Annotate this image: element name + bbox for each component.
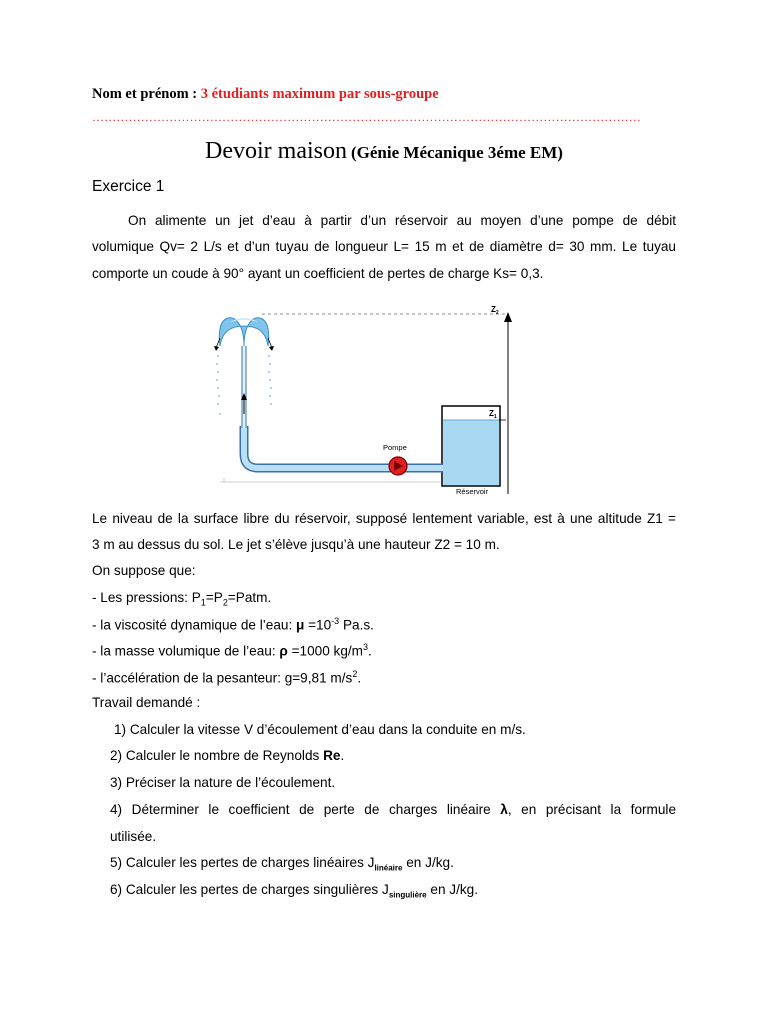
question-3: 3) Préciser la nature de l’écoulement.	[110, 775, 336, 790]
left-droplets	[216, 355, 221, 415]
pipe-water	[244, 426, 443, 468]
z2-label: $Z_2$	[491, 305, 499, 316]
title-sub: (Génie Mécanique 3éme EM)	[351, 143, 563, 162]
splash-left-arrow-icon	[214, 346, 219, 351]
assumption-viscosity: - la viscosité dynamique de l’eau: $\mu =10^{-3}$ Pa.s.	[92, 616, 374, 633]
group-note: 3 étudiants maximum par sous-groupe	[200, 86, 439, 102]
page-title	[0, 138, 768, 165]
assumption-density: - la masse volumique de l’eau: ρ =1000 $kg/m^3$.	[92, 642, 372, 659]
intro-line-1: On alimente un jet d’eau à partir d’un réservoir au moyen d’une pompe de débit	[128, 213, 676, 228]
question-5: 5) Calculer les pertes de charges linéaires $J_{linéaire}$ en J/kg.	[110, 855, 454, 873]
level-line-2: 3 m au dessus du sol. Le jet s’élève jusqu’à une hauteur Z2 = 10 m.	[92, 537, 500, 552]
title-main: Devoir maison	[205, 138, 347, 164]
name-label: Nom et prénom :	[92, 86, 198, 102]
z1-label: $Z_1$	[489, 409, 497, 420]
splash-right-arrow-icon	[269, 346, 274, 351]
question-4-line-2: utilisée.	[110, 829, 157, 844]
reservoir-label: Réservoir	[456, 487, 489, 496]
name-dotted-line: ………………………………………………………………………………………………………………………	[92, 110, 641, 124]
intro-line-2: volumique Qv= 2 L/s et d’un tuyau de longueur L= 15 m et de diamètre d= 30 mm. Le tuyau	[92, 239, 676, 254]
question-4-line-1: 4) Déterminer le coefficient de perte de charges linéaire λ, en précisant la formule	[110, 802, 677, 817]
intro-line-3: comporte un coude à 90° ayant un coefficient de pertes de charge Ks= 0,3.	[92, 266, 544, 281]
reservoir-water	[443, 420, 499, 485]
pipe-outline	[244, 426, 443, 468]
work-heading: Travail demandé :	[92, 695, 201, 710]
axis-arrow-icon	[504, 312, 512, 322]
assumption-pressure: - Les pressions: $P_1=P_2=Patm$.	[92, 590, 272, 608]
student-name-line	[92, 86, 439, 103]
assumption-gravity: - l’accélération de la pesanteur: g=9,81 $m/s^2$.	[92, 669, 362, 686]
question-2: 2) Calculer le nombre de Reynolds Re.	[110, 748, 345, 763]
level-line-1: Le niveau de la surface libre du réservoir, supposé lentement variable, est à une altitude Z1 =	[92, 511, 676, 526]
exercise-heading: Exercice 1	[92, 178, 165, 195]
fountain-jet	[219, 318, 268, 346]
assume-heading: On suppose que:	[92, 563, 196, 578]
question-1: 1) Calculer la vitesse V d’écoulement d’eau dans la conduite en m/s.	[114, 722, 526, 737]
pump-label: Pompe	[383, 443, 407, 452]
jet-fountain-diagram	[200, 302, 530, 502]
question-6: 6) Calculer les pertes de charges singulières $J_{singulière}$ en J/kg.	[110, 882, 478, 900]
right-droplets	[268, 355, 272, 405]
